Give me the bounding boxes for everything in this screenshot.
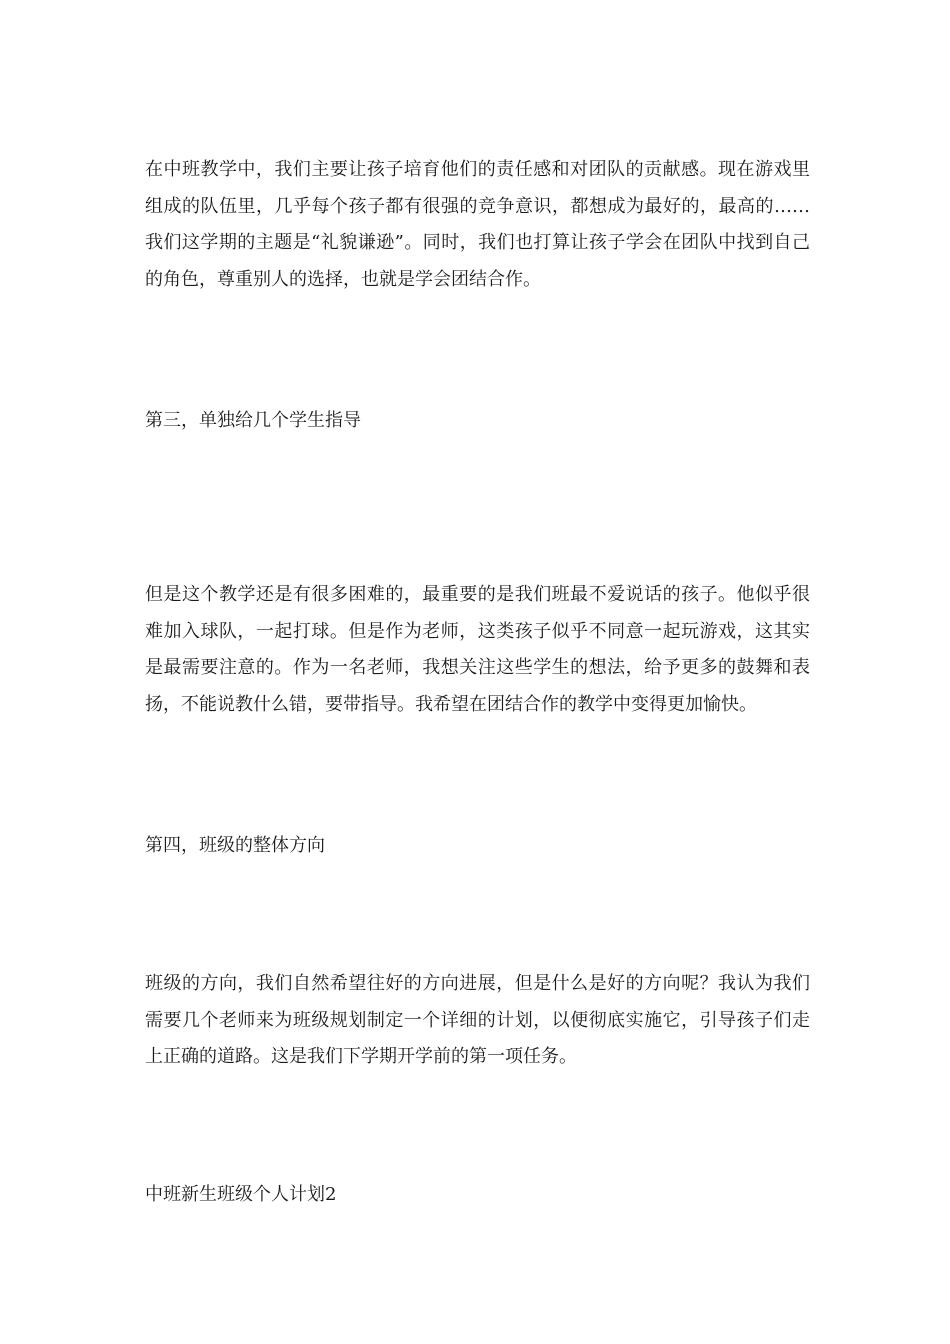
paragraph-quiet-children: 但是这个教学还是有很多困难的，最重要的是我们班最不爱说话的孩子。他似乎很难加入球队，一起打球。但是作为老师，这类孩子似乎不同意一起玩游戏，这其实是最需要注意的。作为一名老师，我想关注这些学生的想法，给予更多的鼓舞和表扬，不能说教什么错，要带指导。我希望在团结合作的教学中变得更加愉快。 <box>145 584 810 715</box>
section-heading-class-direction: 第四，班级的整体方向 <box>145 835 325 856</box>
section-heading-plan-2: 中班新生班级个人计划2 <box>145 1184 337 1205</box>
paragraph-class-plan: 班级的方向，我们自然希望往好的方向进展，但是什么是好的方向呢？我认为我们需要几个老师来为班级规划制定一个详细的计划，以便彻底实施它，引导孩子们走上正确的道路。这是我们下学期开学前的第一项任务。 <box>145 973 810 1067</box>
section-heading-individual-guidance: 第三，单独给几个学生指导 <box>145 410 361 431</box>
paragraph-team-spirit: 在中班教学中，我们主要让孩子培育他们的责任感和对团队的贡献感。现在游戏里组成的队伍里，几乎每个孩子都有很强的竞争意识，都想成为最好的，最高的……我们这学期的主题是“礼貌谦逊”。同时，我们也打算让孩子学会在团队中找到自己的角色，尊重别人的选择，也就是学会团结合作。 <box>145 159 810 290</box>
